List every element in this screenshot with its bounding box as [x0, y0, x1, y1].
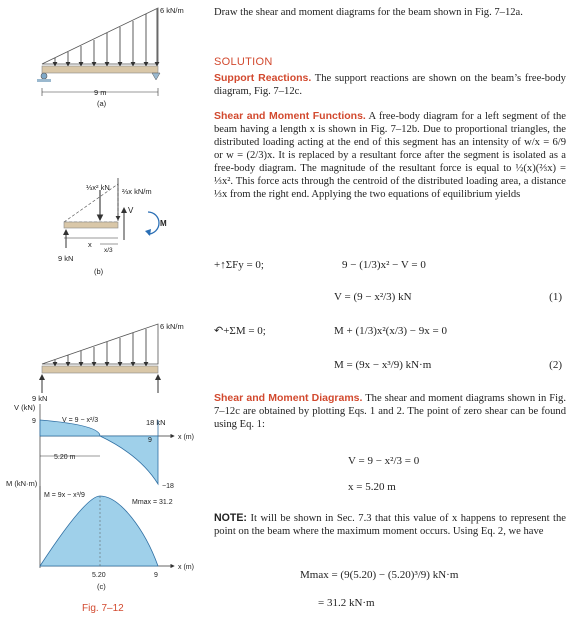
equation-zero-shear [214, 452, 566, 474]
sum-m-label: ↶+ΣM = 0; [214, 325, 266, 337]
sum-fy-label: +↑ΣFy = 0; [214, 259, 264, 271]
note-label: NOTE: [214, 512, 247, 524]
moment-area [40, 496, 158, 566]
m-tick-520: 5.20 [92, 572, 106, 579]
shear-diagram [14, 403, 194, 500]
intro-text: Draw the shear and moment diagrams for the beam shown in Fig. 7–12a. [214, 7, 523, 18]
equation-number-2: (2) [549, 359, 562, 371]
x-result: x = 5.20 m [348, 481, 396, 493]
load-triangle-c [42, 324, 158, 364]
figure-a [37, 6, 184, 108]
equation-m [214, 356, 566, 378]
beam-a [42, 66, 158, 73]
functions-text: A free-body diagram for a left segment of the beam having a length x is shown in Fig. 7–12b. Due to proportional triangles, the distributed loading acting at the end of this segment has an intensity of w/x = 6/9 or w = (2/3)x. It is replaced by a resultant force after the segment is isolated as a free-body diagram. The magnitude of the resultant force is equal to ½(x)(⅔x) = ⅓x². This force acts through the centroid of the distributed loading area, a distance ⅓x from the right end. Applying the two equations of equilibrium yields [214, 111, 566, 200]
roller-support-a [152, 73, 160, 80]
v-function-label: V = 9 − x²/3 [62, 417, 99, 424]
moment-diagram [6, 479, 194, 591]
functions-paragraph [214, 110, 566, 201]
span-label-a: 9 m [94, 88, 107, 97]
solution-heading: SOLUTION [214, 56, 273, 68]
load-label-c: 6 kN/m [160, 322, 184, 331]
support-reactions-heading: Support Reactions. [214, 72, 312, 84]
figure-caption: Fig. 7–12 [82, 603, 124, 614]
v-tick-neg18: −18 [162, 483, 174, 490]
load-label-a: 6 kN/m [160, 6, 184, 15]
support-reactions-paragraph [214, 72, 566, 98]
reaction-right-label: 18 kN [146, 418, 166, 427]
figure-7-12 [0, 0, 210, 620]
fbd-x3-label: x/3 [104, 247, 113, 254]
fbd-x-label: x [88, 240, 92, 249]
mmax-equation: Mmax = (9(5.20) − (5.20)³/9) kN·m [300, 569, 459, 581]
v-x-axis-label: x (m) [178, 434, 194, 441]
pin-base-a [37, 79, 51, 82]
sum-fy-equation: 9 − (1/3)x² − V = 0 [342, 259, 426, 271]
m-equation: M = (9x − x³/9) kN·m [334, 359, 432, 371]
equation-mmax [214, 566, 566, 588]
reaction-label-b: 9 kN [58, 254, 74, 263]
fbd-v-label: V [128, 206, 134, 215]
figure-b-label: (b) [94, 267, 104, 276]
zero-shear-dimension-label: 5.20 m [54, 454, 76, 461]
pin-support-a [41, 73, 47, 79]
m-tick-9: 9 [154, 572, 158, 579]
equation-v [214, 288, 566, 310]
m-function-label: M = 9x − x³/9 [44, 492, 85, 499]
diagrams-text: The shear and moment diagrams shown in Fig. 7–12c are obtained by plotting Eqs. 1 and 2. The point of zero shear can be found using Eq. 1: [214, 393, 566, 430]
beam-c [42, 366, 158, 373]
reaction-left-label: 9 kN [32, 394, 48, 403]
figure-c-label: (c) [97, 582, 106, 591]
v-axis-label: V (kN) [14, 403, 36, 412]
sum-m-equation: M + (1/3)x²(x/3) − 9x = 0 [334, 325, 447, 337]
note-text: It will be shown in Sec. 7.3 that this value of x happens to represent the point on the beam where the maximum moment occurs. Using Eq. 2, we have [214, 513, 566, 537]
fbd-force2-label: ⅔x kN/m [122, 187, 152, 196]
equation-sum-fy [214, 256, 566, 278]
equation-sum-m [214, 322, 566, 344]
functions-heading: Shear and Moment Functions. [214, 110, 366, 122]
figure-c-beam [32, 322, 184, 427]
figure-a-label: (a) [97, 99, 107, 108]
load-triangle-a [42, 8, 158, 64]
equation-x-result [214, 478, 566, 500]
equation-number-1: (1) [549, 291, 562, 303]
fbd-m-label: M [160, 219, 167, 228]
beam-segment-b [64, 222, 118, 228]
mmax-label: Mmax = 31.2 [132, 499, 173, 506]
fbd-force1-label: ⅓x² kN [86, 183, 110, 192]
v-equation: V = (9 − x²/3) kN [334, 291, 412, 303]
support-reactions-text: The support reactions are shown on the beam’s free-body diagram, Fig. 7–12c. [214, 73, 566, 97]
m-x-axis-label: x (m) [178, 564, 194, 571]
mmax-result: = 31.2 kN·m [318, 597, 375, 609]
v-tick-9b: 9 [148, 437, 152, 444]
zero-shear-equation: V = 9 − x²/3 = 0 [348, 455, 420, 467]
v-tick-9: 9 [32, 418, 36, 425]
m-axis-label: M (kN·m) [6, 479, 38, 488]
diagrams-paragraph [214, 392, 566, 431]
equation-mmax-result [214, 594, 566, 616]
note-paragraph [214, 512, 566, 538]
diagrams-heading: Shear and Moment Diagrams. [214, 392, 363, 404]
figure-b [58, 178, 167, 276]
